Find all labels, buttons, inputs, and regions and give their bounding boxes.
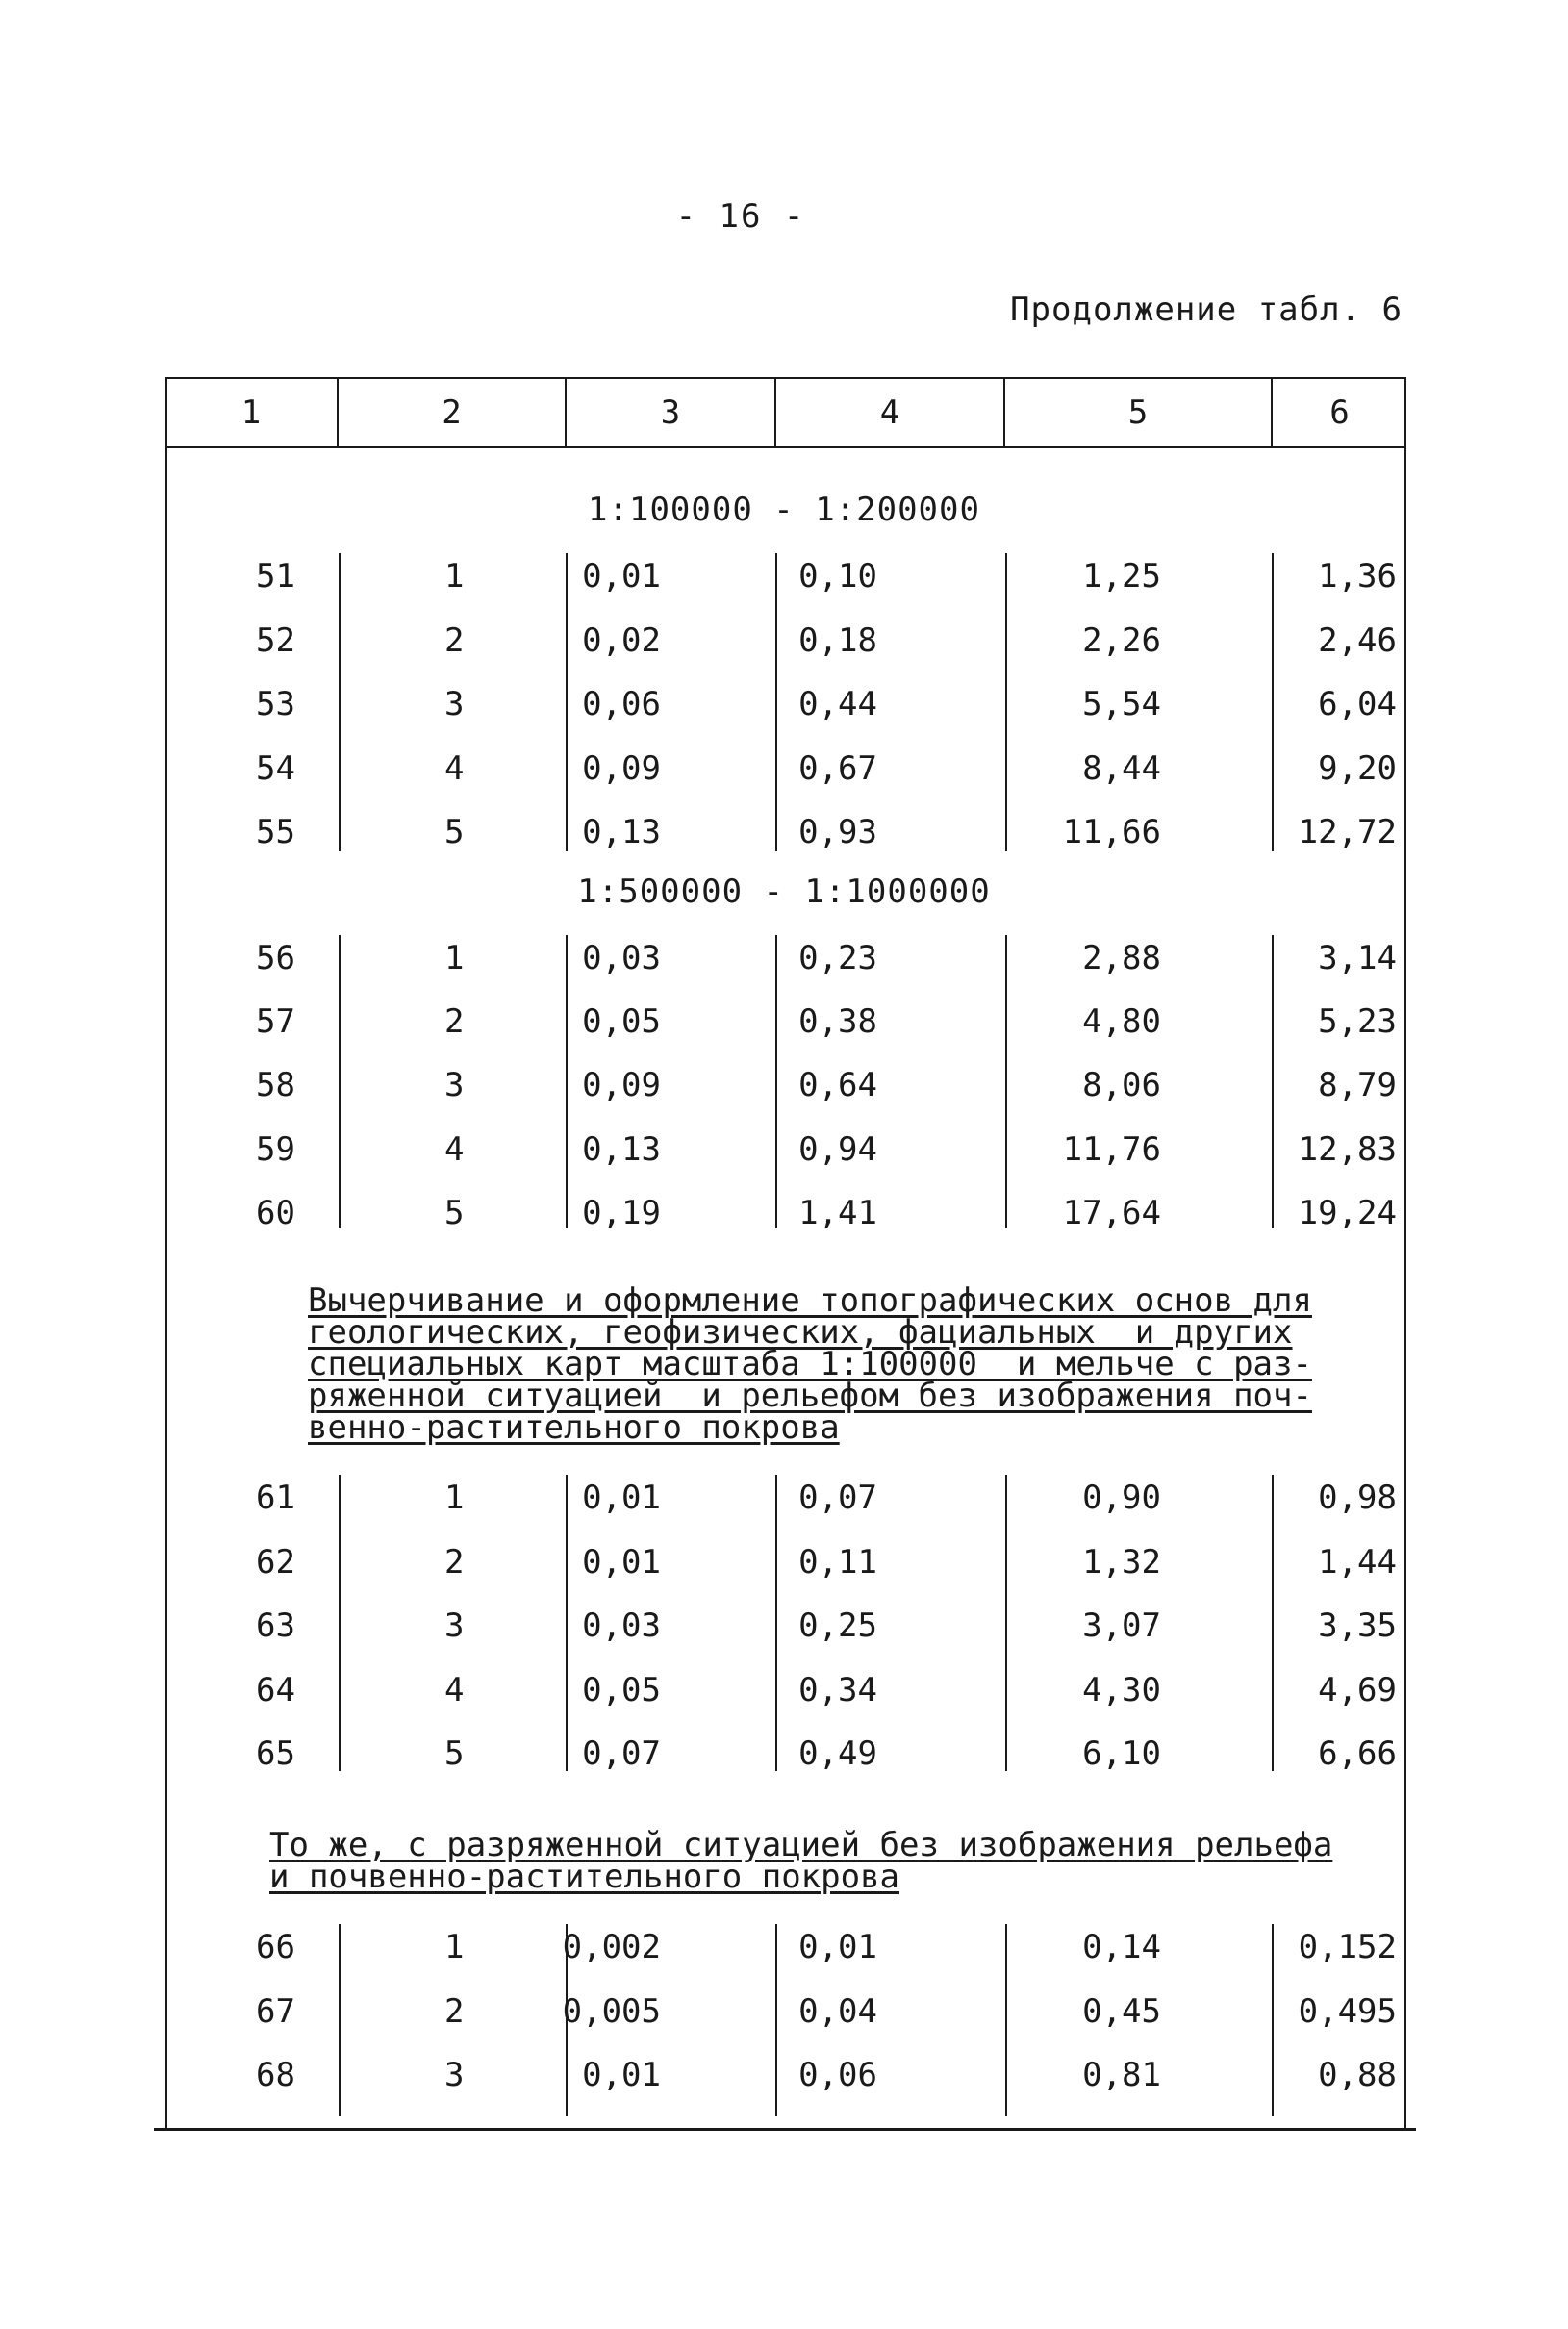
- cell-col-1: 66: [256, 1928, 295, 1966]
- section-4-note: [269, 1826, 1333, 1896]
- cell-col-6: 0,88: [1318, 2056, 1397, 2094]
- cell-col-3: 0,005: [562, 1991, 661, 2031]
- cell-col-1: 67: [256, 1991, 295, 2031]
- cell-col-5: 11,66: [1062, 813, 1161, 851]
- table-row: [165, 1530, 1406, 1587]
- header-col-3: 3: [567, 379, 776, 446]
- cell-col-1: 59: [256, 1129, 295, 1169]
- cell-col-4: 0,93: [798, 813, 877, 851]
- cell-col-1: 62: [256, 1542, 295, 1582]
- cell-col-4: 0,07: [798, 1479, 877, 1517]
- header-col-6: 6: [1329, 393, 1350, 432]
- cell-col-1: 55: [256, 813, 295, 851]
- cell-col-3: 0,01: [582, 1479, 661, 1517]
- table-row: [165, 1465, 1406, 1523]
- cell-col-2: 3: [444, 685, 465, 723]
- cell-col-5: 8,06: [1082, 1066, 1161, 1105]
- cell-col-2: 5: [444, 813, 465, 851]
- column-divider: [566, 1924, 568, 2116]
- table-row: [165, 1052, 1406, 1110]
- table-row: [165, 1658, 1406, 1715]
- cell-col-5: 1,32: [1082, 1542, 1161, 1582]
- cell-col-6: 0,495: [1298, 1991, 1397, 2031]
- cell-col-5: 2,88: [1082, 939, 1161, 977]
- section-3-note: [308, 1281, 1312, 1447]
- table-row: [165, 1180, 1406, 1238]
- cell-col-5: 8,44: [1082, 748, 1161, 788]
- cell-col-6: 6,04: [1318, 685, 1397, 723]
- cell-col-3: 0,13: [582, 813, 661, 851]
- column-divider: [775, 553, 777, 851]
- column-divider: [566, 1475, 568, 1771]
- cell-col-4: 0,25: [798, 1607, 877, 1645]
- cell-col-5: 3,07: [1082, 1607, 1161, 1645]
- header-col-4: 4: [776, 379, 1005, 446]
- column-divider: [1272, 553, 1274, 851]
- cell-col-4: 0,64: [798, 1066, 877, 1105]
- column-divider: [566, 553, 568, 851]
- cell-col-3: 0,05: [582, 1670, 661, 1709]
- cell-col-4: 0,04: [798, 1991, 877, 2031]
- header-col-5: 5: [1005, 379, 1273, 446]
- note-line: венно-растительного покрова: [308, 1408, 840, 1447]
- column-divider: [339, 1924, 341, 2116]
- cell-col-1: 61: [256, 1479, 295, 1517]
- cell-col-5: 4,80: [1082, 1002, 1161, 1042]
- table-row: [165, 671, 1406, 729]
- cell-col-4: 0,23: [798, 939, 877, 977]
- cell-col-4: 0,67: [798, 748, 877, 788]
- cell-col-4: 0,34: [798, 1670, 877, 1709]
- cell-col-5: 6,10: [1082, 1734, 1161, 1773]
- column-divider: [775, 935, 777, 1228]
- cell-col-2: 5: [444, 1734, 465, 1773]
- table-bottom-rule: [154, 2128, 1416, 2131]
- table-header: [165, 377, 1406, 448]
- cell-col-6: 4,69: [1318, 1670, 1397, 1709]
- cell-col-5: 4,30: [1082, 1670, 1161, 1709]
- cell-col-4: 0,06: [798, 2056, 877, 2094]
- note-line: специальных карт масштаба 1:100000 и мельче с раз-: [308, 1345, 1312, 1383]
- cell-col-2: 4: [444, 1129, 465, 1169]
- column-divider: [1005, 935, 1007, 1228]
- column-divider: [339, 935, 341, 1228]
- note-line: То же, с разряженной ситуацией без изображения рельефа: [269, 1826, 1333, 1864]
- cell-col-6: 0,152: [1298, 1928, 1397, 1966]
- column-divider: [1272, 1924, 1274, 2116]
- cell-col-4: 0,44: [798, 685, 877, 723]
- cell-col-2: 1: [444, 1479, 465, 1517]
- table-row: [165, 608, 1406, 666]
- cell-col-6: 9,20: [1318, 748, 1397, 788]
- cell-col-3: 0,07: [582, 1734, 661, 1773]
- cell-col-6: 8,79: [1318, 1066, 1397, 1105]
- cell-col-6: 5,23: [1318, 1002, 1397, 1042]
- section-title-scale-500000-1000000: 1:500000 - 1:1000000: [577, 873, 991, 911]
- cell-col-6: 0,98: [1318, 1479, 1397, 1517]
- cell-col-4: 0,01: [798, 1928, 877, 1966]
- cell-col-6: 12,83: [1298, 1129, 1397, 1169]
- table-row: [165, 736, 1406, 794]
- column-divider: [339, 1475, 341, 1771]
- cell-col-2: 5: [444, 1193, 465, 1232]
- cell-col-2: 2: [444, 1991, 465, 2031]
- cell-col-3: 0,02: [582, 620, 661, 660]
- cell-col-1: 56: [256, 939, 295, 977]
- column-divider: [1272, 935, 1274, 1228]
- cell-col-3: 0,01: [582, 2056, 661, 2094]
- cell-col-5: 11,76: [1062, 1129, 1161, 1169]
- cell-col-1: 57: [256, 1002, 295, 1042]
- cell-col-2: 2: [444, 620, 465, 660]
- cell-col-1: 54: [256, 748, 295, 788]
- cell-col-2: 1: [444, 939, 465, 977]
- cell-col-6: 19,24: [1298, 1193, 1397, 1232]
- cell-col-3: 0,19: [582, 1193, 661, 1232]
- cell-col-2: 4: [444, 748, 465, 788]
- table-row: [165, 544, 1406, 601]
- cell-col-3: 0,03: [582, 939, 661, 977]
- cell-col-3: 0,01: [582, 1542, 661, 1582]
- table-row: [165, 1914, 1406, 1972]
- cell-col-6: 1,44: [1318, 1542, 1397, 1582]
- cell-col-5: 1,25: [1082, 557, 1161, 595]
- cell-col-3: 0,002: [562, 1928, 661, 1966]
- cell-col-4: 0,49: [798, 1734, 877, 1773]
- cell-col-2: 4: [444, 1670, 465, 1709]
- cell-col-4: 0,18: [798, 620, 877, 660]
- section-title-scale-100000-200000: 1:100000 - 1:200000: [588, 491, 980, 529]
- cell-col-6: 12,72: [1298, 813, 1397, 851]
- table-row: [165, 799, 1406, 857]
- column-divider: [775, 1475, 777, 1771]
- table-continuation-label: Продолжение табл. 6: [1010, 291, 1403, 329]
- note-line: геологических, геофизических, фациальных и других: [308, 1313, 1293, 1352]
- cell-col-6: 6,66: [1318, 1734, 1397, 1773]
- cell-col-1: 52: [256, 620, 295, 660]
- cell-col-3: 0,01: [582, 557, 661, 595]
- cell-col-5: 0,45: [1082, 1991, 1161, 2031]
- cell-col-2: 3: [444, 1066, 465, 1105]
- cell-col-1: 64: [256, 1670, 295, 1709]
- table-row: [165, 1979, 1406, 2037]
- cell-col-5: 0,14: [1082, 1928, 1161, 1966]
- note-line: Вычерчивание и оформление топографических основ для: [308, 1281, 1312, 1320]
- cell-col-2: 1: [444, 557, 465, 595]
- cell-col-2: 3: [444, 1607, 465, 1645]
- cell-col-1: 60: [256, 1193, 295, 1232]
- cell-col-6: 2,46: [1318, 620, 1397, 660]
- cell-col-1: 65: [256, 1734, 295, 1773]
- cell-col-5: 0,81: [1082, 2056, 1161, 2094]
- cell-col-5: 17,64: [1062, 1193, 1161, 1232]
- cell-col-5: 5,54: [1082, 685, 1161, 723]
- page-number: - 16 -: [675, 197, 806, 236]
- cell-col-4: 0,38: [798, 1002, 877, 1042]
- cell-col-2: 3: [444, 2056, 465, 2094]
- cell-col-3: 0,05: [582, 1002, 661, 1042]
- cell-col-1: 63: [256, 1607, 295, 1645]
- header-col-2: 2: [339, 379, 567, 446]
- cell-col-4: 0,94: [798, 1129, 877, 1169]
- cell-col-1: 51: [256, 557, 295, 595]
- cell-col-3: 0,09: [582, 748, 661, 788]
- table-row: [165, 925, 1406, 983]
- cell-col-1: 53: [256, 685, 295, 723]
- cell-col-6: 3,35: [1318, 1607, 1397, 1645]
- cell-col-5: 2,26: [1082, 620, 1161, 660]
- cell-col-5: 0,90: [1082, 1479, 1161, 1517]
- cell-col-3: 0,06: [582, 685, 661, 723]
- cell-col-6: 1,36: [1318, 557, 1397, 595]
- cell-col-4: 0,11: [798, 1542, 877, 1582]
- column-divider: [1005, 553, 1007, 851]
- cell-col-1: 68: [256, 2056, 295, 2094]
- table-row: [165, 2042, 1406, 2100]
- cell-col-4: 1,41: [798, 1193, 877, 1232]
- table-row: [165, 1593, 1406, 1651]
- cell-col-2: 2: [444, 1542, 465, 1582]
- cell-col-2: 1: [444, 1928, 465, 1966]
- column-divider: [566, 935, 568, 1228]
- cell-col-1: 58: [256, 1066, 295, 1105]
- column-divider: [1272, 1475, 1274, 1771]
- note-line: и почвенно-растительного покрова: [269, 1858, 900, 1896]
- table-row: [165, 989, 1406, 1047]
- cell-col-3: 0,13: [582, 1129, 661, 1169]
- column-divider: [339, 553, 341, 851]
- table-row: [165, 1721, 1406, 1779]
- cell-col-4: 0,10: [798, 557, 877, 595]
- note-line: ряженной ситуацией и рельефом без изображения поч-: [308, 1377, 1312, 1415]
- cell-col-3: 0,09: [582, 1066, 661, 1105]
- table-row: [165, 1117, 1406, 1175]
- cell-col-6: 3,14: [1318, 939, 1397, 977]
- header-col-1: 1: [165, 379, 339, 446]
- cell-col-3: 0,03: [582, 1607, 661, 1645]
- cell-col-2: 2: [444, 1002, 465, 1042]
- column-divider: [1005, 1924, 1007, 2116]
- column-divider: [775, 1924, 777, 2116]
- column-divider: [1005, 1475, 1007, 1771]
